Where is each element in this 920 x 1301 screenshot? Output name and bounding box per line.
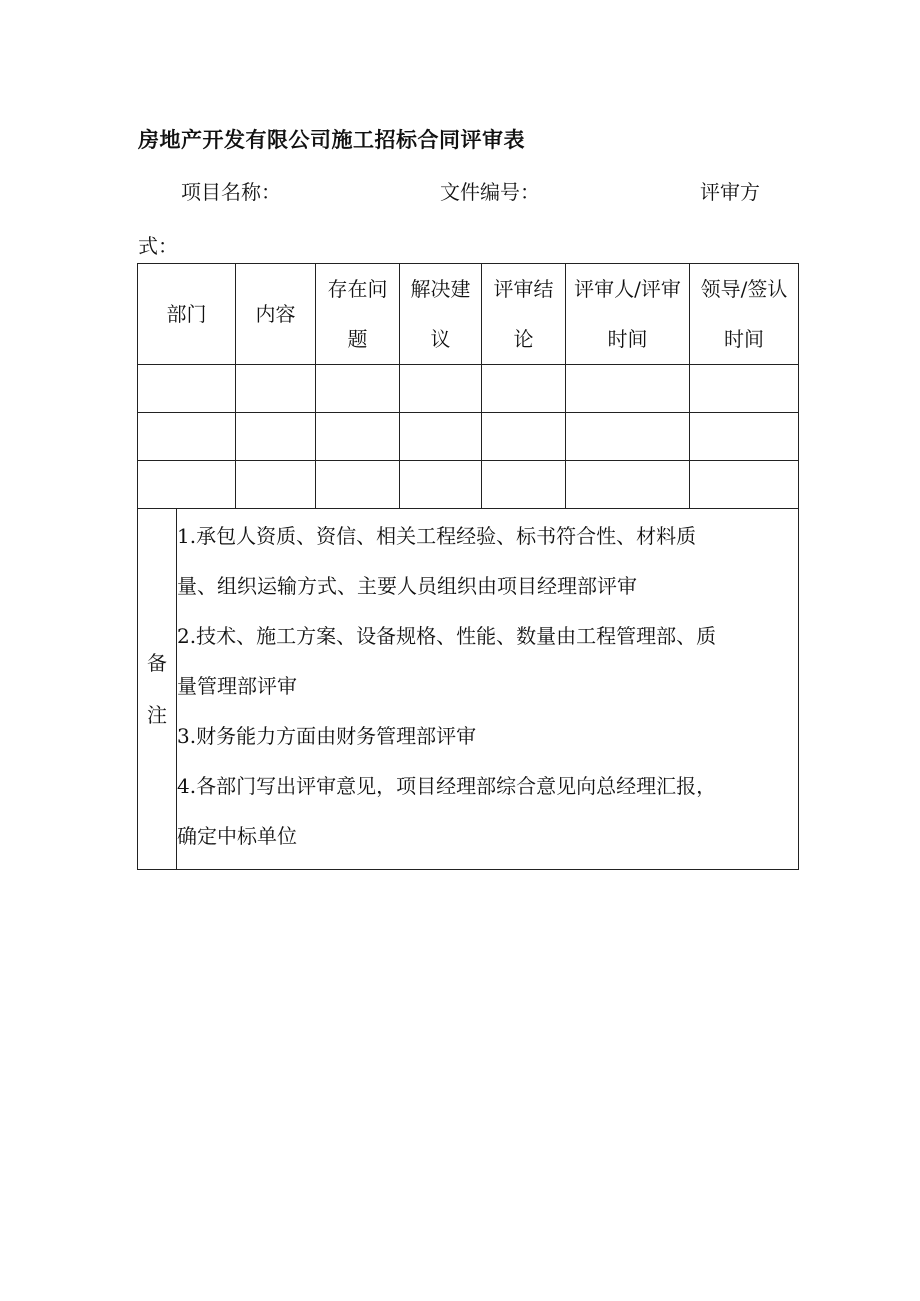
note-line: 量、组织运输方式、主要人员组织由项目经理部评审 — [177, 574, 637, 598]
table-cell[interactable] — [690, 413, 799, 461]
notes-row — [138, 509, 799, 870]
review-method-label-part2: 式： — [138, 234, 178, 258]
table-row — [138, 461, 799, 509]
table-cell[interactable] — [566, 413, 690, 461]
table-cell[interactable] — [400, 365, 482, 413]
table-cell[interactable] — [566, 461, 690, 509]
table-cell[interactable] — [316, 365, 400, 413]
notes-content — [177, 509, 799, 869]
page-title: 房地产开发有限公司施工招标合同评审表 — [138, 128, 525, 152]
table-cell[interactable] — [400, 413, 482, 461]
note-line: 4.各部门写出评审意见，项目经理部综合意见向总经理汇报， — [177, 774, 717, 798]
table-cell[interactable] — [138, 461, 236, 509]
table-cell[interactable] — [482, 461, 566, 509]
project-name-label: 项目名称： — [181, 180, 281, 204]
header-leader-signoff-time: 领导/签认 时间 — [690, 264, 799, 365]
note-line: 确定中标单位 — [177, 824, 297, 848]
header-department: 部门 — [138, 264, 236, 365]
table-row — [138, 413, 799, 461]
table-cell[interactable] — [316, 461, 400, 509]
table-cell[interactable] — [482, 365, 566, 413]
notes-label: 备 注 — [138, 509, 177, 869]
header-conclusion: 评审结 论 — [482, 264, 566, 365]
header-reviewer-time: 评审人/评审 时间 — [566, 264, 690, 365]
table-cell[interactable] — [400, 461, 482, 509]
note-line: 2.技术、施工方案、设备规格、性能、数量由工程管理部、质 — [177, 624, 717, 648]
table-cell[interactable] — [566, 365, 690, 413]
note-line: 3.财务能力方面由财务管理部评审 — [177, 724, 477, 748]
table-cell[interactable] — [138, 413, 236, 461]
table-cell[interactable] — [690, 365, 799, 413]
notes-inner-row — [138, 509, 798, 869]
header-issues: 存在问 题 — [316, 264, 400, 365]
note-line: 量管理部评审 — [177, 674, 297, 698]
table-cell[interactable] — [138, 365, 236, 413]
notes-inner-table — [138, 509, 798, 869]
file-number-label: 文件编号： — [440, 180, 540, 204]
table-cell[interactable] — [236, 365, 316, 413]
table-cell[interactable] — [482, 413, 566, 461]
table-cell[interactable] — [316, 413, 400, 461]
review-table — [137, 263, 799, 870]
table-cell[interactable] — [236, 413, 316, 461]
notes-container — [138, 509, 799, 870]
table-header-row — [138, 264, 799, 365]
header-content: 内容 — [236, 264, 316, 365]
table-row — [138, 365, 799, 413]
table-cell[interactable] — [690, 461, 799, 509]
header-suggestions: 解决建 议 — [400, 264, 482, 365]
review-method-label-part1: 评审方 — [700, 180, 760, 204]
note-line: 1.承包人资质、资信、相关工程经验、标书符合性、材料质 — [177, 524, 697, 548]
table-cell[interactable] — [236, 461, 316, 509]
